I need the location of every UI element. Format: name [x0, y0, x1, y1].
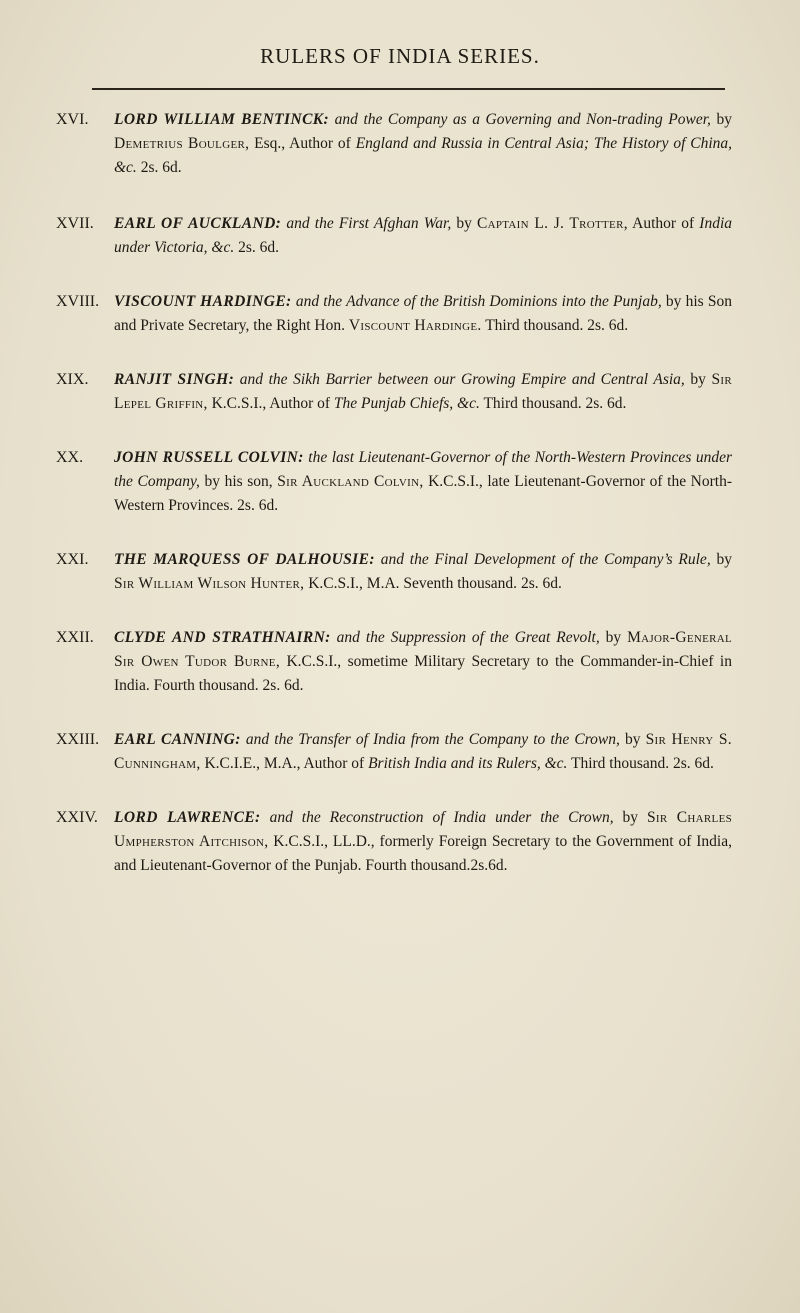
entry-title: RANJIT SINGH:: [114, 371, 235, 388]
entry-title: EARL OF AUCKLAND:: [114, 215, 282, 232]
entry-subtitle: and the Sikh Barrier between our Growing Empire and Central Asia,: [234, 371, 685, 388]
entry-subtitle: and the Reconstruction of India under the Crown,: [260, 809, 614, 826]
series-header: RULERS OF INDIA SERIES.: [260, 44, 540, 68]
entry-xviii: [56, 290, 732, 338]
entry-works: The Punjab Chiefs, &c.: [333, 395, 480, 412]
entry-description: K.C.S.I., late Lieutenant-Governor of the North-Western Provinces.: [114, 473, 732, 514]
entry-xx: [56, 446, 732, 518]
entry-author: Sir William Wilson Hunter,: [114, 575, 305, 592]
entry-text: [114, 626, 732, 698]
entry-price: Third thousand. 2s. 6d.: [567, 755, 714, 772]
entry-by: by: [599, 629, 628, 646]
entry-by: by: [619, 731, 646, 748]
entry-description: K.C.S.I., LL.D., formerly Foreign Secretary to the Government of India, and Lieutenant-Governor of the Punjab. Fourth thousand.: [114, 833, 732, 874]
entry-by: by his son,: [199, 473, 278, 490]
entry-title: THE MARQUESS OF DALHOUSIE:: [114, 551, 375, 568]
entry-number: XXI.: [56, 551, 89, 568]
entry-price: 2s. 6d.: [233, 497, 279, 514]
entry-price: 2s. 6d.: [517, 575, 562, 592]
entry-xxiii: [56, 728, 732, 776]
entry-by: by: [710, 551, 732, 568]
entry-author: Captain L. J. Trotter,: [476, 215, 628, 232]
entry-number: XVI.: [56, 111, 89, 128]
entry-title: JOHN RUSSELL COLVIN:: [114, 449, 304, 466]
entry-text: [114, 548, 732, 596]
entry-author: Major-General Sir Owen Tudor Burne,: [114, 629, 733, 670]
entry-xxi: [56, 548, 732, 596]
entry-number: XXII.: [56, 629, 94, 646]
entry-author: Demetrius Boulger,: [114, 135, 250, 152]
header-rule: [92, 88, 725, 90]
entry-works: British India and its Rulers, &c.: [368, 755, 568, 772]
entry-subtitle: the last Lieutenant-Governor of the North-Western Provinces under the Company,: [114, 449, 732, 490]
entry-by: by his Son and Private Secretary, the Right Hon.: [114, 293, 732, 334]
entry-description: K.C.S.I., M.A. Seventh thousand.: [304, 575, 518, 592]
entry-description: K.C.S.I., Author of: [207, 395, 334, 412]
entry-title: CLYDE AND STRATHNAIRN:: [114, 629, 331, 646]
entry-number: XXIII.: [56, 731, 100, 748]
entry-by: by: [613, 809, 648, 826]
entry-title: LORD WILLIAM BENTINCK:: [114, 111, 330, 128]
entry-price: 2s.6d.: [470, 857, 508, 874]
entry-description: Esq., Author of: [249, 135, 356, 152]
entry-number: XVII.: [56, 215, 94, 232]
entry-text: [114, 290, 732, 338]
entry-number: XVIII.: [56, 293, 100, 310]
entry-text: [114, 368, 732, 416]
entry-xvi: [56, 108, 732, 180]
entry-xvii: [56, 212, 732, 260]
entry-xxii: [56, 626, 732, 698]
entry-description: Author of: [627, 215, 700, 232]
entry-works: England and Russia in Central Asia; The History of China, &c.: [114, 135, 733, 176]
entry-text: [114, 446, 732, 518]
entry-description: K.C.I.E., M.A., Author of: [200, 755, 369, 772]
entry-number: XX.: [56, 449, 84, 466]
entry-number: XIX.: [56, 371, 89, 388]
entry-subtitle: and the First Afghan War,: [281, 215, 452, 232]
entry-by: by: [451, 215, 477, 232]
entry-list: [56, 108, 732, 878]
entry-description: K.C.S.I., sometime Military Secretary to the Commander-in-Chief in India. Fourth thousand.: [114, 653, 732, 694]
entry-text: [114, 806, 732, 878]
entry-subtitle: and the Suppression of the Great Revolt,: [330, 629, 600, 646]
entry-title: LORD LAWRENCE:: [114, 809, 261, 826]
entry-by: by: [684, 371, 712, 388]
entry-price: 2s. 6d.: [234, 239, 280, 256]
entry-xxiv: [56, 806, 732, 878]
entry-number: XXIV.: [56, 809, 98, 826]
entry-price: 2s. 6d.: [258, 677, 304, 694]
entry-price: Third thousand. 2s. 6d.: [479, 395, 627, 412]
entry-price: 2s. 6d.: [583, 317, 629, 334]
entry-subtitle: and the Company as a Governing and Non-trading Power,: [329, 111, 711, 128]
entry-subtitle: and the Advance of the British Dominions into the Punjab,: [291, 293, 662, 310]
entry-xix: [56, 368, 732, 416]
entry-price: 2s. 6d.: [136, 159, 182, 176]
entry-text: [114, 728, 732, 776]
entry-author: Viscount Hardinge.: [348, 317, 482, 334]
entry-description: Third thousand.: [481, 317, 584, 334]
entry-author: Sir Lepel Griffin,: [114, 371, 733, 412]
entry-subtitle: and the Final Development of the Company’s Rule,: [374, 551, 711, 568]
entry-subtitle: and the Transfer of India from the Company to the Crown,: [240, 731, 620, 748]
entry-title: VISCOUNT HARDINGE:: [114, 293, 292, 310]
entry-author: Sir Henry S. Cunningham,: [114, 731, 732, 772]
entry-author: Sir Auckland Colvin,: [277, 473, 424, 490]
entry-by: by: [710, 111, 732, 128]
entry-title: EARL CANNING:: [114, 731, 241, 748]
entry-works: India under Victoria, &c.: [114, 215, 732, 256]
entry-author: Sir Charles Umpherston Aitchison,: [114, 809, 733, 850]
entry-text: [114, 212, 732, 260]
entry-text: [114, 108, 732, 180]
